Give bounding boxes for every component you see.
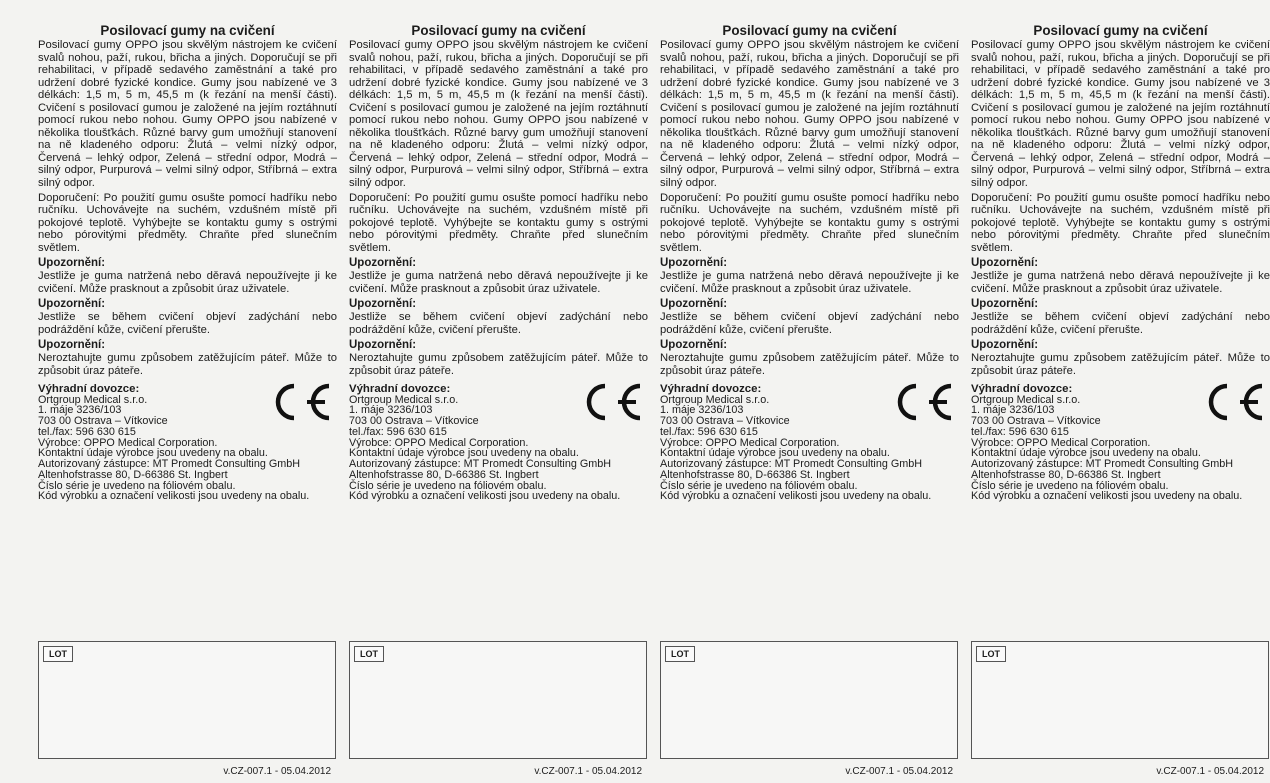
intro-paragraph: Posilovací gumy OPPO jsou skvělým nástrojem ke cvičení svalů nohou, paží, rukou, břicha a jiných. Doporučují se při rehabilitaci, v případě sedavého zaměstnání a také pro udržení dobré fyzické kondice. Gumy jsou nabízené ve 3 délkách: 1,5 m, 5 m, 45,5 m (k řezání na menší části). Cvičení s posilovací gumou je založené na jejím roztáhnutí pomocí rukou nebo nohou. Gumy OPPO jsou nabízené v několika tloušťkách. Různé barvy gum umožňují stanovení na ně kladeného odporu: Žlutá – velmi nízký odpor, Červená – lehký odpor, Zelená – střední odpor, Modrá – silný odpor, Purpurová – velmi silný odpor, Stříbrná – extra silný odpor. bbox=[38, 39, 337, 190]
warning-text: Neroztahujte gumu způsobem zatěžujícím páteř. Může to způsobit úraz páteře. bbox=[971, 352, 1270, 378]
warning-heading: Upozornění: bbox=[38, 339, 106, 352]
lot-box bbox=[971, 641, 1269, 759]
recommendation-paragraph: Doporučení: Po použití gumu osušte pomocí hadříku nebo ručníku. Uchovávejte na suchém, vzdušném místě při pokojové teplotě. Vyhýbejte se kontaktu gumy s ostrými nebo pórovitými předměty. Chraňte před slunečním světlem. bbox=[971, 191, 1270, 254]
warning-text: Neroztahujte gumu způsobem zatěžujícím páteř. Může to způsobit úraz páteře. bbox=[660, 352, 959, 378]
label-title: Posilovací gumy na cvičení bbox=[1033, 23, 1208, 38]
importer-line: Kontaktní údaje výrobce jsou uvedeny na obalu. bbox=[38, 447, 268, 460]
importer-label: Výhradní dovozce: bbox=[38, 382, 140, 395]
importer-line: Autorizovaný zástupce: MT Promedt Consulting GmbH bbox=[349, 458, 612, 471]
importer-line: tel./fax: 596 630 615 bbox=[38, 425, 136, 438]
warning-heading: Upozornění: bbox=[349, 257, 417, 270]
importer-block bbox=[38, 383, 337, 503]
importer-line: Ortgroup Medical s.r.o. bbox=[971, 393, 1081, 406]
ce-mark-icon bbox=[885, 382, 955, 422]
label-column-3 bbox=[660, 0, 959, 783]
importer-line: Výrobce: OPPO Medical Corporation. bbox=[38, 436, 218, 449]
importer-line: Kód výrobku a označení velikosti jsou uvedeny na obalu. bbox=[660, 490, 932, 503]
importer-line: 1. máje 3236/103 bbox=[349, 404, 433, 417]
recommendation-paragraph: Doporučení: Po použití gumu osušte pomocí hadříku nebo ručníku. Uchovávejte na suchém, vzdušném místě při pokojové teplotě. Vyhýbejte se kontaktu gumy s ostrými nebo pórovitými předměty. Chraňte před slunečním světlem. bbox=[660, 191, 959, 254]
lot-box bbox=[38, 641, 336, 759]
intro-paragraph: Posilovací gumy OPPO jsou skvělým nástrojem ke cvičení svalů nohou, paží, rukou, břicha a jiných. Doporučují se při rehabilitaci, v případě sedavého zaměstnání a také pro udržení dobré fyzické kondice. Gumy jsou nabízené ve 3 délkách: 1,5 m, 5 m, 45,5 m (k řezání na menší části). Cvičení s posilovací gumou je založené na jejím roztáhnutí pomocí rukou nebo nohou. Gumy OPPO jsou nabízené v několika tloušťkách. Různé barvy gum umožňují stanovení na ně kladeného odporu: Žlutá – velmi nízký odpor, Červená – lehký odpor, Zelená – střední odpor, Modrá – silný odpor, Purpurová – velmi silný odpor, Stříbrná – extra silný odpor. bbox=[349, 39, 648, 190]
importer-line: Ortgroup Medical s.r.o. bbox=[38, 393, 148, 406]
importer-line: 1. máje 3236/103 bbox=[660, 404, 744, 417]
importer-line: Kontaktní údaje výrobce jsou uvedeny na obalu. bbox=[349, 447, 579, 460]
warning-heading: Upozornění: bbox=[38, 298, 106, 311]
intro-paragraph: Posilovací gumy OPPO jsou skvělým nástrojem ke cvičení svalů nohou, paží, rukou, břicha a jiných. Doporučují se při rehabilitaci, v případě sedavého zaměstnání a také pro udržení dobré fyzické kondice. Gumy jsou nabízené ve 3 délkách: 1,5 m, 5 m, 45,5 m (k řezání na menší části). Cvičení s posilovací gumou je založené na jejím roztáhnutí pomocí rukou nebo nohou. Gumy OPPO jsou nabízené v několika tloušťkách. Různé barvy gum umožňují stanovení na ně kladeného odporu: Žlutá – velmi nízký odpor, Červená – lehký odpor, Zelená – střední odpor, Modrá – silný odpor, Purpurová – velmi silný odpor, Stříbrná – extra silný odpor. bbox=[971, 39, 1270, 190]
importer-block bbox=[349, 383, 648, 503]
importer-line: 703 00 Ostrava – Vítkovice bbox=[38, 415, 168, 428]
warning-text: Jestliže je guma natržená nebo děravá nepoužívejte ji ke cvičení. Může prasknout a způsobit úraz uživatele. bbox=[971, 270, 1270, 295]
lot-box bbox=[349, 641, 647, 759]
warning-text: Jestliže je guma natržená nebo děravá nepoužívejte ji ke cvičení. Může prasknout a způsobit úraz uživatele. bbox=[660, 270, 959, 295]
warning-heading: Upozornění: bbox=[38, 257, 106, 270]
warning-text: Jestliže se během cvičení objeví zadýchání nebo podráždění kůže, cvičení přerušte. bbox=[971, 311, 1270, 336]
warning-heading: Upozornění: bbox=[971, 339, 1039, 352]
importer-line: Výrobce: OPPO Medical Corporation. bbox=[660, 436, 840, 449]
warning-text: Neroztahujte gumu způsobem zatěžujícím páteř. Může to způsobit úraz páteře. bbox=[349, 352, 648, 378]
warning-heading: Upozornění: bbox=[660, 339, 728, 352]
importer-line: 703 00 Ostrava – Vítkovice bbox=[660, 415, 790, 428]
label-column-4 bbox=[971, 0, 1270, 783]
importer-line: Kód výrobku a označení velikosti jsou uvedeny na obalu. bbox=[349, 490, 621, 503]
warning-text: Neroztahujte gumu způsobem zatěžujícím páteř. Může to způsobit úraz páteře. bbox=[38, 352, 337, 378]
importer-line: Výrobce: OPPO Medical Corporation. bbox=[349, 436, 529, 449]
warning-heading: Upozornění: bbox=[971, 257, 1039, 270]
importer-line: Kontaktní údaje výrobce jsou uvedeny na obalu. bbox=[660, 447, 890, 460]
recommendation-paragraph: Doporučení: Po použití gumu osušte pomocí hadříku nebo ručníku. Uchovávejte na suchém, vzdušném místě při pokojové teplotě. Vyhýbejte se kontaktu gumy s ostrými nebo pórovitými předměty. Chraňte před slunečním světlem. bbox=[38, 191, 337, 254]
ce-mark-icon bbox=[1196, 382, 1266, 422]
ce-mark-icon bbox=[263, 382, 333, 422]
importer-line: Ortgroup Medical s.r.o. bbox=[660, 393, 770, 406]
importer-line: Kód výrobku a označení velikosti jsou uvedeny na obalu. bbox=[38, 490, 310, 503]
importer-line: Číslo série je uvedeno na fóliovém obalu. bbox=[660, 479, 858, 492]
importer-line: Autorizovaný zástupce: MT Promedt Consulting GmbH bbox=[660, 458, 923, 471]
lot-label: LOT bbox=[976, 646, 1006, 662]
importer-line: Altenhofstrasse 80, D-66386 St. Ingbert bbox=[349, 468, 539, 481]
lot-label: LOT bbox=[665, 646, 695, 662]
warning-heading: Upozornění: bbox=[349, 298, 417, 311]
importer-line: tel./fax: 596 630 615 bbox=[660, 425, 758, 438]
warning-text: Jestliže se během cvičení objeví zadýchání nebo podráždění kůže, cvičení přerušte. bbox=[349, 311, 648, 336]
importer-line: Altenhofstrasse 80, D-66386 St. Ingbert bbox=[38, 468, 228, 481]
importer-line: 1. máje 3236/103 bbox=[38, 404, 122, 417]
importer-line: Autorizovaný zástupce: MT Promedt Consulting GmbH bbox=[38, 458, 301, 471]
lot-label: LOT bbox=[354, 646, 384, 662]
importer-line: Altenhofstrasse 80, D-66386 St. Ingbert bbox=[660, 468, 850, 481]
importer-label: Výhradní dovozce: bbox=[660, 382, 762, 395]
importer-line: Číslo série je uvedeno na fóliovém obalu. bbox=[971, 479, 1169, 492]
intro-paragraph: Posilovací gumy OPPO jsou skvělým nástrojem ke cvičení svalů nohou, paží, rukou, břicha a jiných. Doporučují se při rehabilitaci, v případě sedavého zaměstnání a také pro udržení dobré fyzické kondice. Gumy jsou nabízené ve 3 délkách: 1,5 m, 5 m, 45,5 m (k řezání na menší části). Cvičení s posilovací gumou je založené na jejím roztáhnutí pomocí rukou nebo nohou. Gumy OPPO jsou nabízené v několika tloušťkách. Různé barvy gum umožňují stanovení na ně kladeného odporu: Žlutá – velmi nízký odpor, Červená – lehký odpor, Zelená – střední odpor, Modrá – silný odpor, Purpurová – velmi silný odpor, Stříbrná – extra silný odpor. bbox=[660, 39, 959, 190]
warning-heading: Upozornění: bbox=[971, 298, 1039, 311]
label-title: Posilovací gumy na cvičení bbox=[100, 23, 275, 38]
importer-line: 703 00 Ostrava – Vítkovice bbox=[971, 415, 1101, 428]
label-title: Posilovací gumy na cvičení bbox=[411, 23, 586, 38]
importer-line: Číslo série je uvedeno na fóliovém obalu. bbox=[349, 479, 547, 492]
version-text: v.CZ-007.1 - 05.04.2012 bbox=[534, 766, 642, 777]
version-text: v.CZ-007.1 - 05.04.2012 bbox=[1156, 766, 1264, 777]
importer-line: 703 00 Ostrava – Vítkovice bbox=[349, 415, 479, 428]
warning-text: Jestliže je guma natržená nebo děravá nepoužívejte ji ke cvičení. Může prasknout a způsobit úraz uživatele. bbox=[349, 270, 648, 295]
version-text: v.CZ-007.1 - 05.04.2012 bbox=[223, 766, 331, 777]
version-text: v.CZ-007.1 - 05.04.2012 bbox=[845, 766, 953, 777]
warning-heading: Upozornění: bbox=[660, 257, 728, 270]
importer-line: Kontaktní údaje výrobce jsou uvedeny na obalu. bbox=[971, 447, 1201, 460]
importer-line: Autorizovaný zástupce: MT Promedt Consulting GmbH bbox=[971, 458, 1234, 471]
lot-label: LOT bbox=[43, 646, 73, 662]
warning-text: Jestliže se během cvičení objeví zadýchání nebo podráždění kůže, cvičení přerušte. bbox=[38, 311, 337, 336]
importer-line: tel./fax: 596 630 615 bbox=[971, 425, 1069, 438]
lot-box bbox=[660, 641, 958, 759]
warning-text: Jestliže je guma natržená nebo děravá nepoužívejte ji ke cvičení. Může prasknout a způsobit úraz uživatele. bbox=[38, 270, 337, 295]
importer-line: 1. máje 3236/103 bbox=[971, 404, 1055, 417]
importer-label: Výhradní dovozce: bbox=[971, 382, 1073, 395]
recommendation-paragraph: Doporučení: Po použití gumu osušte pomocí hadříku nebo ručníku. Uchovávejte na suchém, vzdušném místě při pokojové teplotě. Vyhýbejte se kontaktu gumy s ostrými nebo pórovitými předměty. Chraňte před slunečním světlem. bbox=[349, 191, 648, 254]
label-title: Posilovací gumy na cvičení bbox=[722, 23, 897, 38]
importer-line: tel./fax: 596 630 615 bbox=[349, 425, 447, 438]
ce-mark-icon bbox=[574, 382, 644, 422]
importer-block bbox=[660, 383, 959, 503]
label-column-1 bbox=[38, 0, 337, 783]
warning-text: Jestliže se během cvičení objeví zadýchání nebo podráždění kůže, cvičení přerušte. bbox=[660, 311, 959, 336]
label-column-2 bbox=[349, 0, 648, 783]
importer-line: Číslo série je uvedeno na fóliovém obalu. bbox=[38, 479, 236, 492]
importer-block bbox=[971, 383, 1270, 503]
importer-line: Výrobce: OPPO Medical Corporation. bbox=[971, 436, 1151, 449]
importer-line: Altenhofstrasse 80, D-66386 St. Ingbert bbox=[971, 468, 1161, 481]
warning-heading: Upozornění: bbox=[660, 298, 728, 311]
importer-label: Výhradní dovozce: bbox=[349, 382, 451, 395]
warning-heading: Upozornění: bbox=[349, 339, 417, 352]
importer-line: Ortgroup Medical s.r.o. bbox=[349, 393, 459, 406]
importer-line: Kód výrobku a označení velikosti jsou uvedeny na obalu. bbox=[971, 490, 1243, 503]
